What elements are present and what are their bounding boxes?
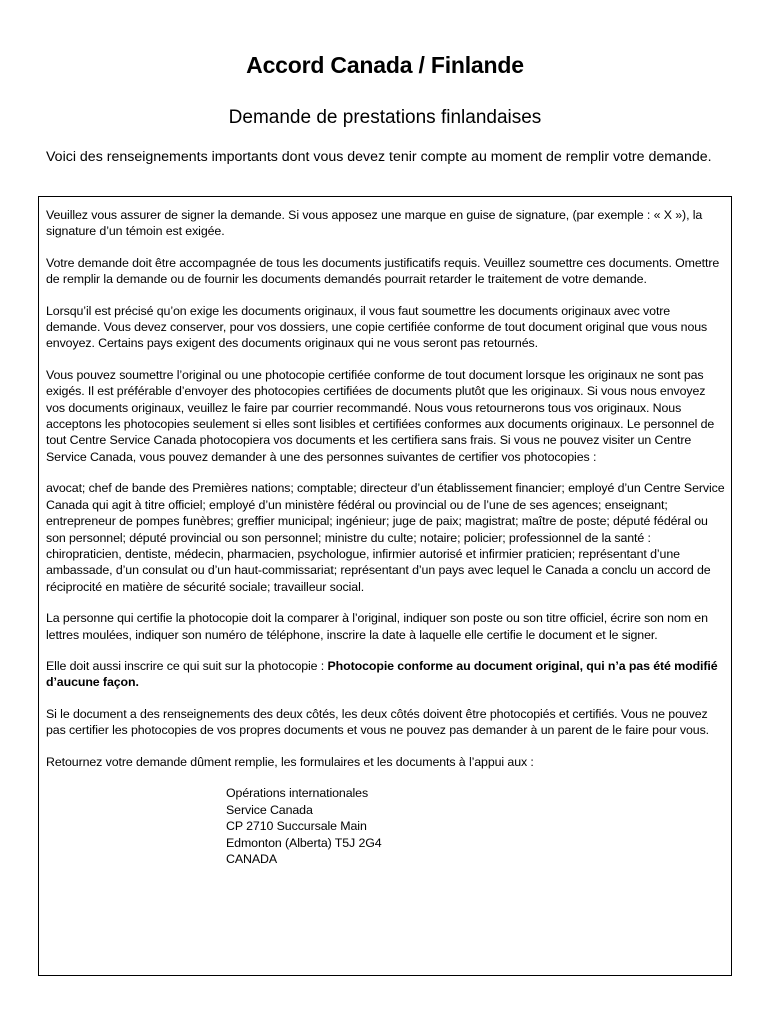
certification-statement-paragraph <box>46 658 725 691</box>
certification-statement-intro: Elle doit aussi inscrire ce qui suit sur la photocopie : <box>46 658 328 673</box>
original-documents-paragraph: Lorsqu’il est précisé qu’on exige les documents originaux, il vous faut soumettre les documents originaux avec votre demande. Vous devez conserver, pour vos dossiers, une copie certifiée conforme de tout document original que vous nous envoyez. Certains pays exigent des documents originaux qui ne vous seront pas retournés. <box>46 303 708 351</box>
mailing-address <box>226 785 725 868</box>
address-line: CANADA <box>226 852 278 867</box>
address-line: CP 2710 Succursale Main <box>226 819 367 834</box>
certification-statement-bold: Photocopie conforme au document original, qui n’a pas été modifié d’aucune façon. <box>46 658 718 690</box>
signature-paragraph: Veuillez vous assurer de signer la demande. Si vous apposez une marque en guise de signature, (par exemple : « X »), la signature d’un témoin est exigée. <box>46 208 703 239</box>
intro-text: Voici des renseignements importants dont vous devez tenir compte au moment de remplir votre demande. <box>46 149 712 165</box>
instructions-box <box>38 196 732 976</box>
two-sided-documents-paragraph: Si le document a des renseignements des deux côtés, les deux côtés doivent être photocopiés et certifiés. Vous ne pouvez pas certifier les photocopies de vos propres documents et vous ne pouvez pas demander à un parent de le faire pour vous. <box>46 706 710 738</box>
address-line: Opérations internationales <box>226 785 369 800</box>
address-line: Edmonton (Alberta) T5J 2G4 <box>226 835 382 850</box>
certifier-duties-paragraph: La personne qui certifie la photocopie doit la comparer à l’original, indiquer son poste ou son titre officiel, écrire son nom en lettres moulées, indiquer son numéro de téléphone, inscrire la date à laquelle elle certifie le document et le signer. <box>46 611 708 642</box>
document-title: Accord Canada / Finlande <box>246 52 524 78</box>
return-instructions-paragraph: Retournez votre demande dûment remplie, les formulaires et les documents à l’appui aux : <box>46 754 534 769</box>
supporting-documents-paragraph: Votre demande doit être accompagnée de tous les documents justificatifs requis. Veuillez soumettre ces documents. Omettre de remplir la demande ou de fournir les documents demandés pourrait retarder le traitement de votre demande. <box>46 255 720 287</box>
document-subtitle: Demande de prestations finlandaises <box>228 107 542 128</box>
certifier-list-paragraph: avocat; chef de bande des Premières nations; comptable; directeur d’un établissement financier; employé d’un Centre Service Canada qui agit à titre officiel; employé d’un ministère fédéral ou provincial ou de l’une de ses agences; enseignant; entrepreneur de pompes funèbres; greffier municipal; ingénieur; juge de paix; magistrat; maître de poste; député fédéral ou son personnel; député provincial ou son personnel; ministre du culte; notaire; policier; professionnel de la santé : chiropraticien, dentiste, médecin, pharmacien, psychologue, infirmier autorisé et infirmier praticien; représentant d’une ambassade, d’un consulat ou d’un haut-commissariat; représentant d’un pays avec lequel le Canada a conclu un accord de réciprocité en matière de sécurité sociale; travailleur social. <box>46 481 725 594</box>
certified-copies-paragraph: Vous pouvez soumettre l’original ou une photocopie certifiée conforme de tout document lorsque les originaux ne sont pas exigés. Il est préférable d’envoyer des photocopies certifiées de documents plutôt que les originaux. Si vous nous envoyez vos documents originaux, veuillez le faire par courrier recommandé. Nous vous retournerons tous vos originaux. Nous acceptons les photocopies seulement si elles sont lisibles et certifiées conformes aux documents originaux. Le personnel de tout Centre Service Canada photocopiera vos documents et les certifiera sans frais. Si vous ne pouvez visiter un Centre Service Canada, vous pouvez demander à une des personnes suivantes de certifier vos photocopies : <box>46 367 715 464</box>
address-line: Service Canada <box>226 802 313 817</box>
